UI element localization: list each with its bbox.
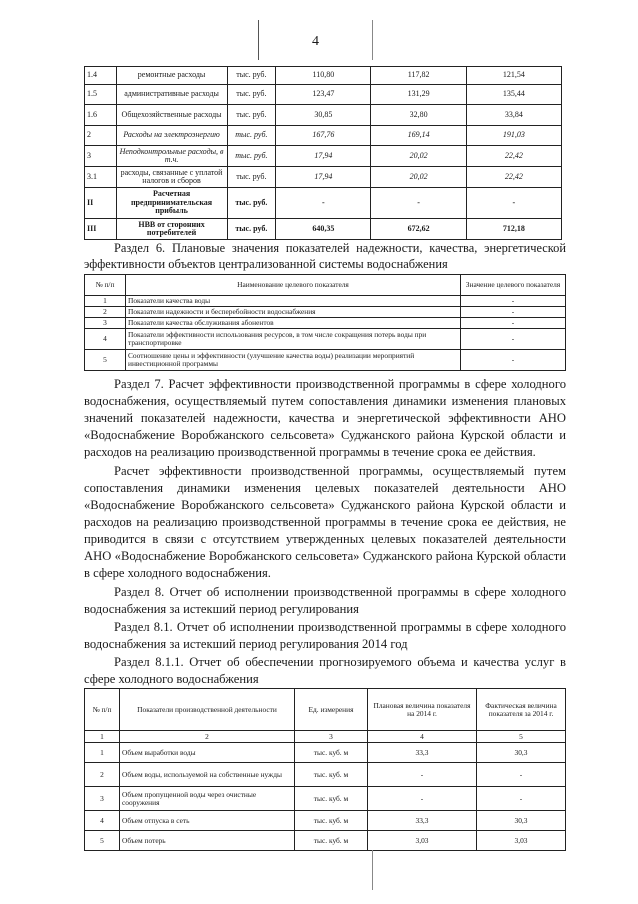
table-row [85, 219, 562, 240]
page-number: 4 [312, 34, 319, 49]
column-number: 3 [295, 731, 368, 743]
table-row [85, 350, 566, 371]
table-row [85, 85, 562, 105]
header-name: Наименование целевого показателя [126, 275, 461, 296]
table-header-row [85, 689, 566, 731]
row-name: Объем отпуска в сеть [120, 811, 295, 831]
expenses-table [84, 66, 562, 240]
scan-fold-line [258, 20, 259, 60]
table-row [85, 787, 566, 811]
table-row [85, 831, 566, 851]
table-row [85, 329, 566, 350]
row-name: Неподконтрольные расходы, в т.ч. [116, 146, 227, 167]
row-name: Объем выработки воды [120, 743, 295, 763]
row-value: 22,42 [466, 146, 561, 167]
header-number: № п/п [85, 275, 126, 296]
table-row [85, 296, 566, 307]
row-value: 17,94 [276, 146, 371, 167]
row-name: Показатели эффективности использования ресурсов, в том числе сокращения потерь воды при транспортировке [126, 329, 461, 350]
row-name: Показатели надежности и бесперебойности водоснабжения [126, 307, 461, 318]
row-value: 121,54 [466, 67, 561, 85]
section-7-paragraph-2: Расчет эффективности производственной программы, осуществляемый путем сопоставления динамики изменения целевых показателей деятельности АНО «Водоснабжение Воробжанского сельсовета» Суджанского района Курской области и расходов на реализацию производственной программы в течение срока ее действия, не приводится в связи с отсутствием утвержденных целевых показателей деятельности АНО «Водоснабжение Воробжанского сельсовета» Суджанского района Курской области в сфере холодного водоснабжения. [84, 464, 566, 580]
row-fact: - [477, 787, 566, 811]
column-number: 2 [120, 731, 295, 743]
row-name: Соотношение цены и эффективности (улучшение качества воды) реализации мероприятий инвестиционной программы [126, 350, 461, 371]
row-name: Объем воды, используемой на собственные нужды [120, 763, 295, 787]
row-value: 33,84 [466, 105, 561, 126]
row-value: - [466, 188, 561, 219]
row-value: 191,03 [466, 126, 561, 146]
row-number: 2 [85, 763, 120, 787]
row-number: 2 [85, 126, 117, 146]
row-number: 1 [85, 743, 120, 763]
header-value: Значение целевого показателя [461, 275, 566, 296]
row-number: 1 [85, 296, 126, 307]
target-indicators-table [84, 274, 566, 371]
row-value: - [276, 188, 371, 219]
row-name: ремонтные расходы [116, 67, 227, 85]
row-fact: - [477, 763, 566, 787]
row-number: 4 [85, 329, 126, 350]
table-header-row [85, 275, 566, 296]
row-value: 135,44 [466, 85, 561, 105]
section-6-text: Раздел 6. Плановые значения показателей надежности, качества, энергетической эффективности объектов централизованной системы водоснабжения [84, 241, 566, 271]
header-number: № п/п [85, 689, 120, 731]
row-value: - [371, 188, 466, 219]
row-value: 131,29 [371, 85, 466, 105]
scan-fold-line [372, 850, 373, 890]
row-number: 3.1 [85, 167, 117, 188]
row-value: - [461, 329, 566, 350]
header-unit: Ед. измерения [295, 689, 368, 731]
row-name: расходы, связанные с уплатой налогов и сборов [116, 167, 227, 188]
row-plan: 3,03 [368, 831, 477, 851]
row-number: 1.4 [85, 67, 117, 85]
row-fact: 3,03 [477, 831, 566, 851]
row-value: - [461, 350, 566, 371]
row-value: - [461, 318, 566, 329]
header-fact: Фактическая величина показателя за 2014 г. [477, 689, 566, 731]
column-number: 4 [368, 731, 477, 743]
row-number: 3 [85, 787, 120, 811]
table-row [85, 743, 566, 763]
row-unit: тыс. куб. м [295, 811, 368, 831]
table-row [85, 167, 562, 188]
section-7-paragraph-1: Раздел 7. Расчет эффективности производственной программы в сфере холодного водоснабжения, осуществляемый путем сопоставления динамики изменения плановых значений показателей надежности, качества и энергетической эффективности АНО «Водоснабжение Воробжанского сельсовета» Суджанского района Курской области и расходов на реализацию производственной программы в течение срока ее действия. [84, 377, 566, 459]
column-number: 5 [477, 731, 566, 743]
section-7 [84, 376, 566, 582]
row-name: Объем пропущенной воды через очистные сооружения [120, 787, 295, 811]
row-unit: тыс. куб. м [295, 787, 368, 811]
row-value: 30,85 [276, 105, 371, 126]
table-row [85, 811, 566, 831]
service-volume-table [84, 688, 566, 851]
table-row [85, 67, 562, 85]
scan-fold-line [372, 20, 373, 60]
header-name: Показатели производственной деятельности [120, 689, 295, 731]
table-row [85, 318, 566, 329]
row-value: 110,80 [276, 67, 371, 85]
row-unit: тыс. руб. [227, 67, 276, 85]
section-8-1-1-paragraph: Раздел 8.1.1. Отчет об обеспечении прогнозируемого объема и качества услуг в сфере холодного водоснабжения [84, 655, 566, 686]
row-name: Объем потерь [120, 831, 295, 851]
column-number: 1 [85, 731, 120, 743]
row-unit: тыс. руб. [227, 105, 276, 126]
row-unit: тыс. руб. [227, 85, 276, 105]
row-number: 3 [85, 146, 117, 167]
row-fact: 30,3 [477, 811, 566, 831]
row-value: 123,47 [276, 85, 371, 105]
row-name: Расчетная предпринимательская прибыль [116, 188, 227, 219]
row-number: 3 [85, 318, 126, 329]
row-value: 22,42 [466, 167, 561, 188]
section-8-1-paragraph: Раздел 8.1. Отчет об исполнении производственной программы в сфере холодного водоснабжения за истекший период регулирования 2014 год [84, 620, 566, 651]
row-value: - [461, 307, 566, 318]
section-8 [84, 584, 566, 688]
row-plan: 33,3 [368, 743, 477, 763]
row-name: Показатели качества воды [126, 296, 461, 307]
row-fact: 30,3 [477, 743, 566, 763]
row-value: 640,35 [276, 219, 371, 240]
row-name: Расходы на электроэнергию [116, 126, 227, 146]
row-value: 167,76 [276, 126, 371, 146]
table-row [85, 763, 566, 787]
row-unit: тыс. куб. м [295, 763, 368, 787]
row-value: 20,02 [371, 146, 466, 167]
row-number: 4 [85, 811, 120, 831]
row-unit: тыс. руб. [227, 167, 276, 188]
section-8-paragraph: Раздел 8. Отчет об исполнении производственной программы в сфере холодного водоснабжения за истекший период регулирования [84, 585, 566, 616]
table-row [85, 188, 562, 219]
row-name: НВВ от сторонних потребителей [116, 219, 227, 240]
row-number: 2 [85, 307, 126, 318]
row-value: 17,94 [276, 167, 371, 188]
table-colnum-row [85, 731, 566, 743]
row-value: 32,80 [371, 105, 466, 126]
row-value: 712,18 [466, 219, 561, 240]
row-number: 1.6 [85, 105, 117, 126]
row-unit: тыс. руб. [227, 146, 276, 167]
section-6-heading [84, 240, 566, 272]
row-value: 672,62 [371, 219, 466, 240]
row-plan: 33,3 [368, 811, 477, 831]
row-name: административные расходы [116, 85, 227, 105]
row-plan: - [368, 763, 477, 787]
header-plan: Плановая величина показателя на 2014 г. [368, 689, 477, 731]
row-number: 5 [85, 350, 126, 371]
table-row [85, 105, 562, 126]
row-value: - [461, 296, 566, 307]
row-name: Общехозяйственные расходы [116, 105, 227, 126]
row-value: 20,02 [371, 167, 466, 188]
table-row [85, 146, 562, 167]
table-row [85, 126, 562, 146]
row-unit: тыс. куб. м [295, 831, 368, 851]
row-unit: тыс. руб. [227, 219, 276, 240]
row-unit: тыс. руб. [227, 126, 276, 146]
row-number: 5 [85, 831, 120, 851]
row-value: 169,14 [371, 126, 466, 146]
row-value: 117,82 [371, 67, 466, 85]
row-number: II [85, 188, 117, 219]
row-name: Показатели качества обслуживания абонентов [126, 318, 461, 329]
row-number: III [85, 219, 117, 240]
row-unit: тыс. куб. м [295, 743, 368, 763]
row-plan: - [368, 787, 477, 811]
row-unit: тыс. руб. [227, 188, 276, 219]
row-number: 1.5 [85, 85, 117, 105]
table-row [85, 307, 566, 318]
